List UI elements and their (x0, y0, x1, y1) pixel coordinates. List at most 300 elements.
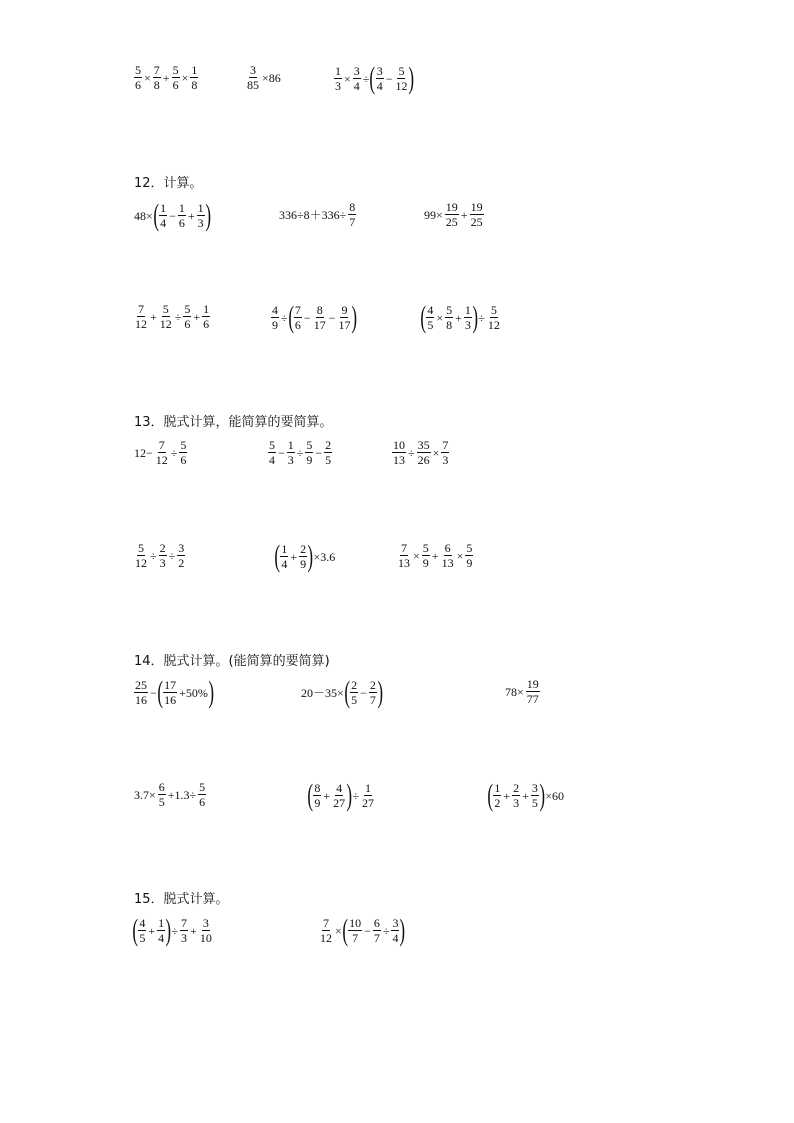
fraction (426, 303, 434, 332)
operator: + (455, 310, 462, 325)
operator: ÷ (174, 309, 182, 324)
fraction (319, 916, 333, 945)
denominator: 9 (466, 556, 473, 570)
fraction (313, 303, 327, 332)
numerator: 1 (197, 201, 204, 215)
heading-13: 13．脱式计算，能简算的要简算。 (134, 415, 333, 430)
parenthesis: ) (539, 777, 545, 812)
operator: − (278, 445, 285, 460)
denominator: 10 (199, 931, 212, 945)
operator: − (385, 71, 393, 86)
denominator: 5 (158, 795, 165, 809)
fraction (197, 201, 205, 230)
expression (133, 674, 214, 709)
expression (300, 674, 383, 709)
expression (278, 200, 357, 229)
fraction (134, 678, 148, 707)
numerator: 25 (135, 678, 147, 692)
numerator: 17 (164, 678, 177, 692)
operator: + (190, 923, 197, 938)
denominator: 7 (373, 931, 380, 945)
numerator: 10 (393, 438, 405, 452)
parenthesis: ) (399, 912, 406, 947)
parenthesis: ( (369, 60, 376, 95)
operator: ×60 (545, 788, 564, 803)
denominator: 6 (203, 317, 210, 331)
numerator: 1 (203, 302, 210, 316)
expression (420, 299, 502, 334)
operator: ÷ (408, 445, 415, 460)
heading-15: 15．脱式计算。 (134, 892, 229, 907)
denominator: 9 (272, 318, 278, 332)
denominator: 9 (306, 453, 313, 467)
operator: 20－35× (301, 685, 344, 700)
operator: − (360, 685, 367, 700)
numerator: 10 (349, 916, 362, 930)
operator: × (413, 548, 420, 563)
operator: − (315, 445, 323, 460)
numerator: 7 (153, 63, 160, 77)
numerator: 3 (376, 64, 383, 78)
fraction (324, 438, 332, 467)
operator: ÷ (150, 548, 157, 563)
expression (318, 912, 406, 947)
denominator: 4 (392, 931, 399, 945)
denominator: 2 (494, 796, 501, 810)
denominator: 17 (313, 318, 326, 332)
expression (307, 777, 376, 812)
fraction (441, 541, 455, 570)
expression (333, 60, 415, 95)
numerator: 7 (323, 916, 329, 930)
operator: + (290, 549, 298, 564)
numerator: 1 (178, 201, 185, 215)
numerator: 2 (351, 678, 358, 692)
parenthesis: ( (420, 299, 427, 334)
operator: − (364, 923, 371, 938)
fraction (464, 303, 472, 332)
fraction (299, 542, 307, 571)
denominator: 3 (159, 556, 166, 570)
numerator: 2 (369, 678, 376, 692)
numerator: 1 (158, 916, 165, 930)
numerator: 3 (178, 541, 185, 555)
denominator: 12 (320, 931, 332, 945)
operator: ÷ (352, 788, 360, 803)
fraction (268, 438, 276, 467)
operator: ÷ (296, 445, 304, 460)
fraction (332, 781, 346, 810)
numerator: 8 (314, 781, 321, 795)
numerator: 7 (401, 541, 407, 555)
denominator: 9 (314, 796, 321, 810)
parenthesis: ( (342, 912, 348, 947)
denominator: 6 (184, 317, 191, 331)
numerator: 6 (444, 541, 451, 555)
operator: ÷ (362, 71, 370, 86)
fraction (397, 541, 411, 570)
denominator: 7 (369, 693, 376, 707)
expression (133, 63, 199, 92)
numerator: 4 (139, 916, 146, 930)
fraction (305, 438, 313, 467)
fraction (157, 916, 165, 945)
parenthesis: ( (287, 299, 294, 334)
fraction (177, 541, 185, 570)
numerator: 5 (180, 438, 187, 452)
fraction (470, 200, 484, 229)
operator: + (162, 70, 170, 85)
numerator: 7 (294, 303, 301, 317)
fraction (422, 541, 430, 570)
operator: + (503, 788, 511, 803)
numerator: 2 (159, 541, 166, 555)
numerator: 5 (446, 303, 453, 317)
fraction (134, 541, 148, 570)
fraction (183, 302, 191, 331)
operator: 48× (134, 208, 153, 223)
parenthesis: ( (132, 912, 139, 947)
fraction (159, 201, 167, 230)
operator: − (328, 310, 336, 325)
numerator: 5 (135, 63, 141, 77)
fraction (287, 438, 295, 467)
fraction (361, 781, 375, 810)
operator: 3.7× (134, 787, 156, 802)
operator: × (344, 71, 351, 86)
denominator: 25 (445, 215, 458, 229)
denominator: 6 (135, 78, 141, 92)
operator: +1.3÷ (167, 787, 197, 802)
numerator: 7 (181, 916, 188, 930)
operator: + (193, 309, 201, 324)
numerator: 5 (398, 64, 405, 78)
operator: 336÷8＋336÷ (279, 207, 347, 222)
parenthesis: ) (472, 299, 478, 334)
numerator: 5 (138, 541, 144, 555)
fraction (334, 64, 342, 93)
denominator: 4 (281, 557, 288, 571)
numerator: 6 (373, 916, 380, 930)
parenthesis: ( (344, 674, 350, 709)
denominator: 85 (247, 78, 259, 92)
denominator: 4 (376, 79, 383, 93)
parenthesis: ) (208, 674, 214, 709)
parenthesis: ) (377, 674, 383, 709)
expression (133, 541, 186, 570)
denominator: 27 (333, 796, 346, 810)
numerator: 5 (306, 438, 313, 452)
numerator: 6 (158, 780, 165, 794)
numerator: 2 (513, 781, 520, 795)
expression (274, 538, 336, 573)
fraction (158, 780, 166, 809)
fraction (199, 916, 213, 945)
denominator: 16 (135, 693, 147, 707)
denominator: 5 (351, 693, 358, 707)
denominator: 3 (513, 796, 520, 810)
fraction (172, 63, 180, 92)
parenthesis: ) (346, 777, 353, 812)
expression (267, 438, 333, 467)
denominator: 3 (181, 931, 188, 945)
operator: × (181, 70, 189, 85)
fraction (391, 916, 399, 945)
denominator: 8 (446, 318, 453, 332)
numerator: 5 (466, 541, 473, 555)
expression (133, 780, 207, 809)
fraction (350, 678, 358, 707)
fraction (271, 303, 279, 332)
numerator: 5 (162, 302, 169, 316)
numerator: 8 (349, 200, 356, 214)
expression (245, 63, 282, 92)
denominator: 13 (398, 556, 410, 570)
expression (132, 912, 214, 947)
numerator: 35 (417, 438, 430, 452)
denominator: 3 (287, 453, 294, 467)
numerator: 1 (494, 781, 501, 795)
denominator: 4 (158, 931, 165, 945)
fraction (155, 438, 169, 467)
fraction (465, 541, 473, 570)
denominator: 27 (362, 796, 375, 810)
fraction (294, 303, 302, 332)
denominator: 5 (325, 453, 332, 467)
numerator: 3 (353, 64, 360, 78)
fraction (487, 303, 501, 332)
numerator: 1 (191, 63, 198, 77)
denominator: 12 (487, 318, 500, 332)
expression (270, 299, 358, 334)
parenthesis: ) (307, 538, 314, 573)
fraction (394, 64, 408, 93)
numerator: 5 (490, 303, 497, 317)
operator: ×3.6 (313, 549, 336, 564)
numerator: 2 (325, 438, 332, 452)
numerator: 7 (158, 438, 165, 452)
parenthesis: ( (274, 538, 281, 573)
denominator: 77 (526, 692, 539, 706)
numerator: 1 (335, 64, 341, 78)
operator: + (148, 923, 156, 938)
denominator: 5 (427, 318, 434, 332)
fraction (353, 64, 361, 93)
numerator: 4 (272, 303, 278, 317)
fraction (493, 781, 501, 810)
fraction (348, 200, 356, 229)
fraction (138, 916, 146, 945)
fraction (369, 678, 377, 707)
operator: +50% (179, 685, 208, 700)
numerator: 2 (300, 542, 307, 556)
operator: ÷ (168, 548, 176, 563)
operator: × (432, 445, 440, 460)
numerator: 4 (336, 781, 343, 795)
numerator: 1 (464, 303, 471, 317)
operator: ÷ (281, 310, 288, 325)
numerator: 9 (341, 303, 348, 317)
fraction (376, 64, 384, 93)
numerator: 3 (531, 781, 538, 795)
expression (133, 197, 211, 232)
denominator: 2 (178, 556, 185, 570)
parenthesis: ( (157, 674, 163, 709)
numerator: 5 (422, 541, 429, 555)
fraction (153, 63, 161, 92)
denominator: 9 (300, 557, 307, 571)
operator: ÷ (382, 923, 390, 938)
operator: + (431, 548, 439, 563)
denominator: 17 (338, 318, 351, 332)
fraction (202, 302, 210, 331)
parenthesis: ( (487, 777, 494, 812)
denominator: 16 (164, 693, 177, 707)
fraction (134, 302, 148, 331)
parenthesis: ) (165, 912, 172, 947)
fraction (178, 201, 186, 230)
parenthesis: ( (307, 777, 314, 812)
fraction (313, 781, 321, 810)
denominator: 6 (178, 216, 185, 230)
fraction (392, 438, 406, 467)
operator: + (150, 309, 157, 324)
fraction (441, 438, 449, 467)
numerator: 19 (526, 677, 539, 691)
fraction (445, 200, 459, 229)
denominator: 8 (153, 78, 160, 92)
denominator: 12 (155, 453, 168, 467)
numerator: 1 (281, 542, 288, 556)
denominator: 5 (531, 796, 538, 810)
denominator: 6 (172, 78, 179, 92)
expression (423, 200, 485, 229)
denominator: 6 (180, 453, 187, 467)
numerator: 5 (199, 780, 206, 794)
numerator: 3 (202, 916, 209, 930)
denominator: 13 (441, 556, 454, 570)
operator: + (460, 207, 468, 222)
numerator: 5 (172, 63, 179, 77)
denominator: 12 (159, 317, 172, 331)
denominator: 4 (353, 79, 360, 93)
fraction (531, 781, 539, 810)
numerator: 1 (160, 201, 167, 215)
expression (487, 777, 565, 812)
expression (133, 438, 188, 467)
denominator: 6 (294, 318, 301, 332)
parenthesis: ( (153, 197, 159, 232)
fraction (179, 438, 187, 467)
operator: + (522, 788, 529, 803)
operator: 99× (424, 207, 443, 222)
numerator: 7 (138, 302, 144, 316)
denominator: 25 (470, 215, 483, 229)
fraction (163, 678, 177, 707)
fraction (180, 916, 188, 945)
expression (504, 677, 541, 706)
operator: ÷ (171, 923, 179, 938)
denominator: 5 (139, 931, 146, 945)
fraction (337, 303, 351, 332)
denominator: 3 (442, 453, 449, 467)
denominator: 3 (197, 216, 204, 230)
numerator: 5 (184, 302, 191, 316)
denominator: 7 (349, 215, 356, 229)
operator: ÷ (478, 310, 485, 325)
numerator: 5 (269, 438, 275, 452)
fraction (159, 302, 173, 331)
denominator: 12 (395, 79, 408, 93)
parenthesis: ) (204, 197, 211, 232)
operator: − (169, 208, 176, 223)
fraction (159, 541, 167, 570)
heading-12: 12．计算。 (134, 176, 203, 191)
numerator: 3 (250, 63, 256, 77)
operator: − (150, 685, 157, 700)
denominator: 9 (422, 556, 429, 570)
denominator: 7 (352, 931, 359, 945)
denominator: 3 (464, 318, 471, 332)
operator: 12− (134, 445, 153, 460)
numerator: 19 (445, 200, 458, 214)
fraction (417, 438, 431, 467)
fraction (373, 916, 381, 945)
fraction (198, 780, 206, 809)
operator: 78× (505, 684, 524, 699)
denominator: 26 (417, 453, 430, 467)
operator: + (187, 208, 195, 223)
fraction (445, 303, 453, 332)
denominator: 3 (335, 79, 341, 93)
fraction (280, 542, 288, 571)
operator: ×86 (262, 70, 281, 85)
parenthesis: ) (351, 299, 358, 334)
operator: + (323, 788, 331, 803)
denominator: 4 (160, 216, 167, 230)
fraction (512, 781, 520, 810)
denominator: 12 (135, 317, 147, 331)
denominator: 6 (199, 795, 206, 809)
numerator: 8 (316, 303, 323, 317)
fraction (134, 63, 142, 92)
parenthesis: ) (408, 60, 415, 95)
numerator: 1 (287, 438, 294, 452)
fraction (348, 916, 362, 945)
numerator: 3 (392, 916, 399, 930)
expression (391, 438, 450, 467)
heading-14: 14．脱式计算。(能简算的要简算) (134, 654, 330, 669)
expression (396, 541, 474, 570)
denominator: 12 (135, 556, 147, 570)
denominator: 13 (393, 453, 405, 467)
numerator: 4 (427, 303, 434, 317)
numerator: 1 (365, 781, 372, 795)
operator: × (456, 548, 464, 563)
numerator: 7 (442, 438, 449, 452)
expression (133, 302, 211, 331)
denominator: 8 (191, 78, 198, 92)
fraction (246, 63, 260, 92)
operator: × (144, 70, 151, 85)
fraction (190, 63, 198, 92)
operator: × (436, 310, 444, 325)
fraction (526, 677, 540, 706)
denominator: 4 (269, 453, 275, 467)
operator: ÷ (170, 445, 178, 460)
numerator: 19 (470, 200, 483, 214)
operator: − (303, 310, 311, 325)
